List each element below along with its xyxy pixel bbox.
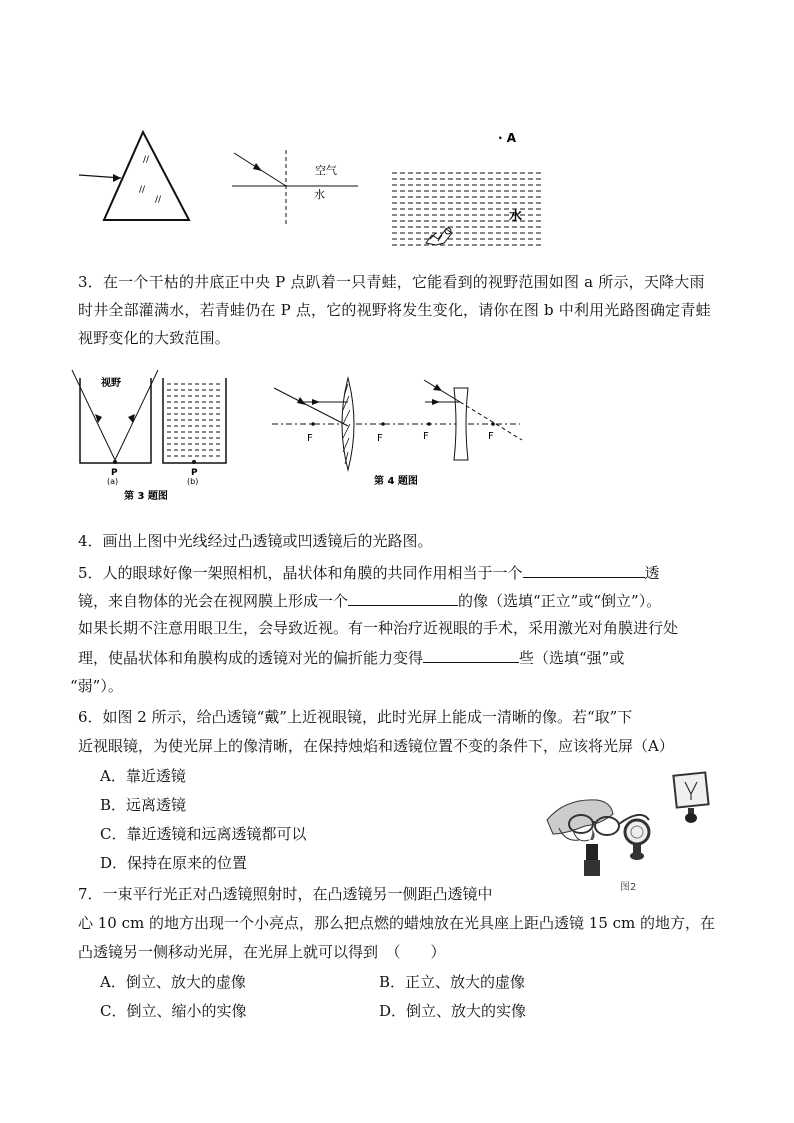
figure-4 — [270, 376, 532, 488]
q6-option-b[interactable]: B．远离透镜 — [100, 796, 187, 814]
question-5-line-4 — [78, 646, 624, 668]
q6-text-1: 6．如图 2 所示，给凸透镜“戴”上近视眼镜，此时光屏上能成一清晰的像。若“取”下 — [78, 708, 633, 726]
fig3-p-a: P — [111, 468, 118, 478]
water-label: 水 — [314, 188, 325, 201]
answer-blank-2[interactable] — [348, 589, 458, 606]
question-3: 3．在一个干枯的井底正中央 P 点趴着一只青蛙，它能看到的视野范围如图 a 所示，天降大雨时井全部灌满水，若青蛙仍在 P 点，它的视野将发生变化，请你在图 b 中利用光路图确定青蛙视野变化的大致范围。 — [78, 273, 711, 347]
air-label: 空气 — [315, 164, 337, 177]
svg-text://: // — [139, 185, 146, 195]
figure-3 — [68, 366, 228, 504]
point-a-label: · A — [498, 131, 517, 145]
figure-2 — [545, 768, 725, 896]
q5-text-1a: 5．人的眼球好像一架照相机，晶状体和角膜的共同作用相当于一个 — [78, 564, 523, 582]
water-tank-figure — [388, 125, 548, 253]
fig4-f4: F — [488, 431, 494, 442]
q6-option-d[interactable]: D．保持在原来的位置 — [100, 854, 248, 872]
fig4-f1: F — [307, 433, 313, 444]
prism-figure — [75, 128, 195, 224]
q5-text-2a: 镜，来自物体的光会在视网膜上形成一个 — [78, 592, 349, 610]
q7-text-3: 凸透镜另一侧移动光屏，在光屏上就可以得到 （ ） — [78, 943, 446, 961]
question-4: 4．画出上图中光线经过凸透镜或凹透镜后的光路图。 — [78, 532, 433, 550]
q6-option-c[interactable]: C．靠近透镜和远离透镜都可以 — [100, 825, 307, 843]
diver-icon — [426, 228, 452, 245]
answer-blank-1[interactable] — [523, 561, 645, 578]
question-5-line-1 — [78, 561, 660, 583]
q7-option-c[interactable]: C．倒立、缩小的实像 — [100, 1002, 247, 1020]
svg-text://: // — [155, 195, 162, 205]
answer-blank-3[interactable] — [423, 646, 519, 663]
q5-text-1b: 透 — [644, 564, 660, 582]
q5-text-5: “弱”）。 — [70, 677, 123, 695]
refraction-figure — [228, 148, 363, 228]
view-label: 视野 — [101, 378, 121, 389]
q5-text-4a: 理，使晶状体和角膜构成的透镜对光的偏折能力变得 — [78, 649, 424, 667]
q7-option-b[interactable]: B．正立、放大的虚像 — [379, 973, 526, 991]
q5-text-3: 如果长期不注意用眼卫生，会导致近视。有一种治疗近视眼的手术，采用激光对角膜进行处 — [78, 619, 679, 637]
fig3-caption: 第 3 题图 — [124, 491, 168, 502]
fig3-sub-b: (b) — [187, 477, 199, 486]
q5-text-4b: 些（选填“强”或 — [519, 649, 625, 667]
fig4-f3: F — [423, 431, 429, 442]
q7-text-2: 心 10 cm 的地方出现一个小亮点，那么把点燃的蜡烛放在光具座上距凸透镜 15 cm 的地方，在 — [78, 914, 716, 932]
question-5-line-2 — [78, 589, 661, 611]
q7-option-a[interactable]: A．倒立、放大的虚像 — [100, 973, 246, 991]
fig3-sub-a: (a) — [107, 477, 119, 486]
q5-text-2b: 的像（选填“正立”或“倒立”）。 — [458, 592, 662, 610]
q7-option-d[interactable]: D．倒立、放大的实像 — [379, 1002, 527, 1020]
q7-text-1: 7．一束平行光正对凸透镜照射时，在凸透镜另一侧距凸透镜中 — [78, 885, 493, 903]
q6-option-a[interactable]: A．靠近透镜 — [100, 767, 186, 785]
water-label-2: 水 — [509, 209, 523, 224]
q6-text-2: 近视眼镜，为使光屏上的像清晰，在保持烛焰和透镜位置不变的条件下，应该将光屏（A） — [78, 737, 674, 755]
fig4-caption: 第 4 题图 — [374, 476, 418, 487]
fig3-p-b: P — [191, 468, 198, 478]
svg-text://: // — [143, 155, 150, 165]
fig2-caption: 图2 — [620, 882, 637, 893]
fig4-f2: F — [377, 433, 383, 444]
